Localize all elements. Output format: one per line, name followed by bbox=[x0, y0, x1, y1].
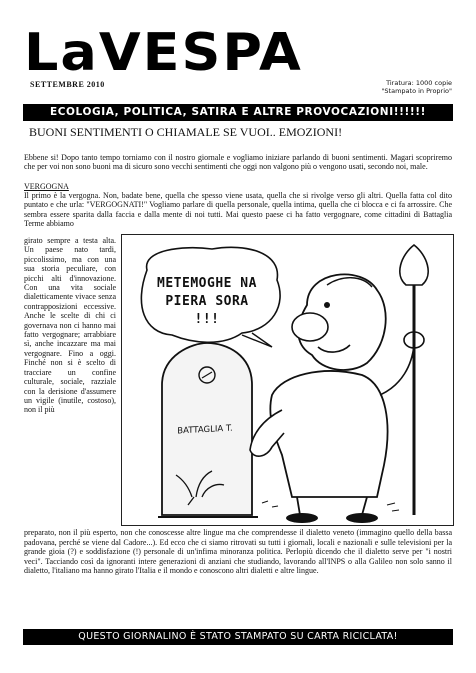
man-body bbox=[270, 371, 387, 497]
section-heading: VERGOGNA bbox=[24, 182, 69, 191]
article-column: girato sempre a testa alta. Un paese nato tardi, piccolissimo, ma con una sua storia peculiare, con picchi alti d'innovazione. Con una vita sociale dialetticamente vivace senza contrapposizioni eccessive. Anche le scelte di chi ci governava non ci hanno mai fatto vergognare; arrabbiare sì, anche incazzare ma mai vergognare. Fino a oggi. Finché non si è scelto di tracciare un confine culturale, sociale, razziale con la derisione d'assumere un vigile (inutile, costoso), non il più bbox=[24, 236, 116, 415]
article-conclusion: preparato, non il più esperto, non che conoscesse altre lingue ma che comprendesse il dialetto veneto (immagino quello della bassa padovana, perché se viene dal Cadore...). Ed ecco che ci siamo ritrovati su tutti i giornali, locali e nazionali e sulle televisioni per la grande gioia (?) e soddisfazione (!) personale di un'infima minoranza politica. Perlopiù dicendo che il dialetto serve per "i nostri veci". Tacciando così da ignoranti intere generazioni di anziani che studiando, lavorando all'INPS o alla Galileo non solo sanno il dialetto, l'italiano ma hanno girato l'Italia e il mondo e conoscono altri dialetti e altre lingue. bbox=[24, 528, 452, 575]
article-paragraph: Il primo è la vergogna. Non, badate bene, quella che spesso viene usata, quella che si rivolge verso gli altri. Quella fatta col dito puntato e che urla: "VERGOGNATI!" Vogliamo parlare di quella personale, quella intima, quella che ci blocca e ci fa arrossire. Che sembra essere sparita dalla faccia e dalla mente di noi tutti. Mai questo paese ci ha fatto vergognare, come cittadini di Battaglia Terme abbiamo bbox=[24, 191, 452, 229]
satirical-cartoon bbox=[121, 234, 454, 526]
topic-banner: ECOLOGIA, POLITICA, SATIRA E ALTRE PROVOCAZIONI!!!!!! bbox=[23, 104, 453, 121]
man-right-arm bbox=[380, 345, 414, 395]
footer-banner: QUESTO GIORNALINO È STATO STAMPATO SU CARTA RICICLATA! bbox=[23, 629, 453, 645]
cartoon-speech-text: METEMOGHE NA PIERA SORA !!! bbox=[157, 276, 257, 327]
tombstone-label: BATTAGLIA T. bbox=[177, 423, 233, 437]
print-info bbox=[381, 79, 452, 95]
article-intro: Ebbene si! Dopo tanto tempo torniamo con il nostro giornale e vogliamo iniziare parlando di buoni sentimenti. Magari scopriremo che per voi non sono buoni ma di sicuro sono vecchi sentimenti che oggi non valgono più o vengono usati, secondo noi, male. bbox=[24, 153, 452, 172]
newspaper-masthead: LaVESPA bbox=[24, 29, 303, 77]
article-headline: BUONI SENTIMENTI O CHIAMALE SE VUOI.. EMOZIONI! bbox=[29, 125, 343, 139]
man-legs bbox=[297, 497, 367, 515]
issue-date: SETTEMBRE 2010 bbox=[30, 80, 105, 89]
print-run: Tiratura: 1000 copie bbox=[386, 79, 452, 87]
print-note: "Stampato in Proprio" bbox=[381, 87, 452, 95]
